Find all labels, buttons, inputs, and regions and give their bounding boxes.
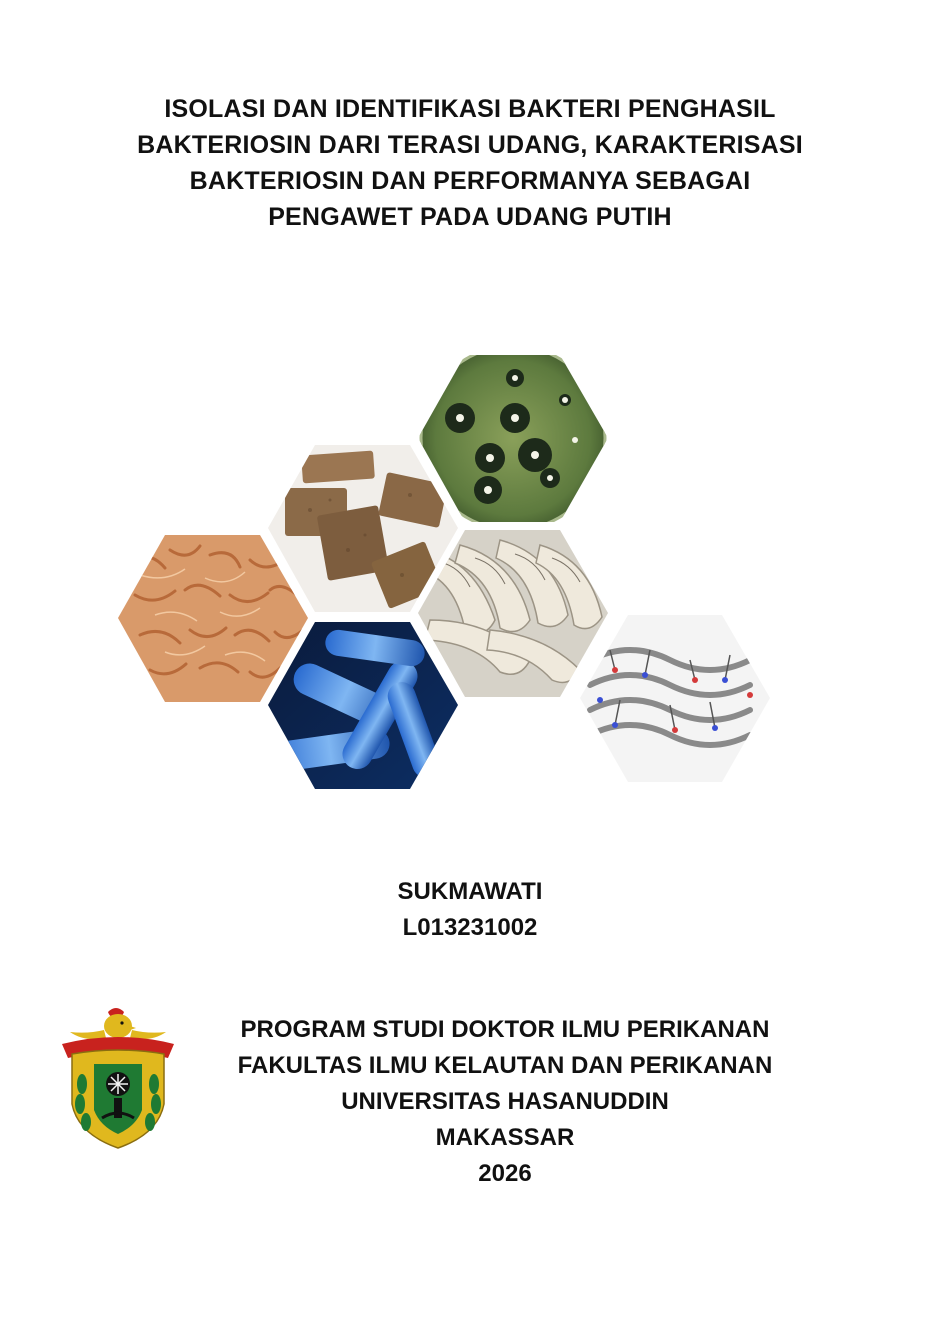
student-id: L013231002	[402, 914, 538, 941]
author-name: SUKMAWATI	[397, 878, 543, 905]
thesis-title	[0, 91, 940, 235]
hexagon-image-collage	[110, 350, 790, 800]
protein-model-photo	[575, 610, 775, 790]
year: 2026	[478, 1160, 532, 1187]
author-block	[0, 874, 940, 946]
title-line-4: PENGAWET PADA UDANG PUTIH	[268, 203, 672, 231]
city-name: MAKASSAR	[435, 1124, 575, 1151]
institution-block	[180, 1012, 830, 1192]
title-line-2: BAKTERIOSIN DARI TERASI UDANG, KARAKTERISASI	[137, 131, 803, 159]
title-line-3: BAKTERIOSIN DAN PERFORMANYA SEBAGAI	[189, 167, 751, 195]
program-name: PROGRAM STUDI DOKTOR ILMU PERIKANAN	[240, 1016, 770, 1043]
university-logo	[58, 1006, 178, 1154]
faculty-name: FAKULTAS ILMU KELAUTAN DAN PERIKANAN	[237, 1052, 773, 1079]
title-line-1: ISOLASI DAN IDENTIFIKASI BAKTERI PENGHASIL	[164, 95, 776, 123]
rooster-icon	[70, 1008, 166, 1039]
university-name: UNIVERSITAS HASANUDDIN	[341, 1088, 669, 1115]
